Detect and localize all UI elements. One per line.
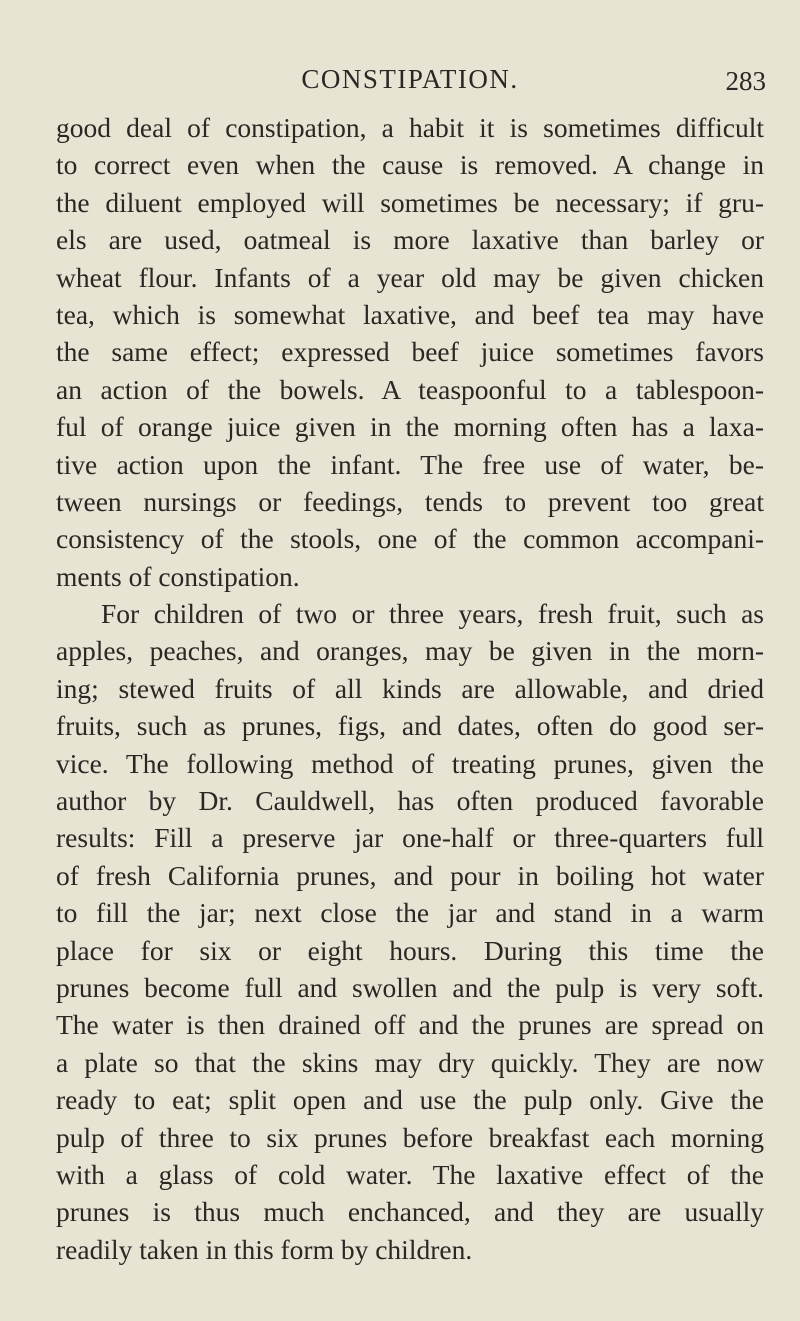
- text-line: apples, peaches, and oranges, may be given in the morn-: [56, 635, 764, 667]
- text-line: place for six or eight hours. During this time the: [56, 934, 764, 966]
- text-line: The water is then drained off and the prunes are spread on: [56, 1009, 764, 1041]
- text-line: good deal of constipation, a habit it is sometimes difficult: [56, 112, 764, 143]
- paragraph-end-line: ments of constipation.: [56, 560, 300, 592]
- text-line: of fresh California prunes, and pour in boiling hot water: [56, 859, 764, 891]
- page-number: 283: [725, 66, 766, 96]
- text-line: the diluent employed will sometimes be necessary; if gru-: [56, 186, 764, 218]
- text-line: wheat flour. Infants of a year old may be given chicken: [56, 261, 764, 293]
- text-line: prunes is thus much enchanced, and they are usually: [56, 1196, 764, 1228]
- text-line: ful of orange juice given in the morning often has a laxa-: [56, 411, 764, 443]
- text-line: fruits, such as prunes, figs, and dates, often do good ser-: [56, 710, 764, 742]
- text-line: els are used, oatmeal is more laxative than barley or: [56, 224, 764, 256]
- running-title: CONSTIPATION.: [301, 64, 519, 94]
- text-line: ing; stewed fruits of all kinds are allowable, and dried: [56, 672, 764, 704]
- text-line: tween nursings or feedings, tends to prevent too great: [56, 485, 764, 517]
- text-line: with a glass of cold water. The laxative effect of the: [56, 1158, 764, 1190]
- text-line: prunes become full and swollen and the pulp is very soft.: [56, 971, 764, 1003]
- text-line: ready to eat; split open and use the pulp only. Give the: [56, 1084, 764, 1116]
- text-line: the same effect; expressed beef juice sometimes favors: [56, 336, 764, 368]
- text-line: consistency of the stools, one of the common accompani-: [56, 523, 764, 555]
- text-line: results: Fill a preserve jar one-half or three-quarters full: [56, 822, 764, 854]
- body-text: [56, 109, 764, 1268]
- text-line: to correct even when the cause is removed. A change in: [56, 149, 764, 181]
- paragraph-start-line: For children of two or three years, fresh fruit, such as: [101, 598, 764, 630]
- text-line: pulp of three to six prunes before breakfast each morning: [56, 1121, 764, 1153]
- text-line: tea, which is somewhat laxative, and beef tea may have: [56, 298, 764, 330]
- text-line: a plate so that the skins may dry quickly. They are now: [56, 1046, 764, 1078]
- paragraph-end-line: readily taken in this form by children.: [56, 1233, 473, 1265]
- text-line: to fill the jar; next close the jar and stand in a warm: [56, 897, 764, 929]
- text-line: author by Dr. Cauldwell, has often produced favorable: [56, 785, 764, 817]
- text-line: an action of the bowels. A teaspoonful to a tablespoon-: [56, 373, 764, 405]
- text-line: vice. The following method of treating prunes, given the: [56, 747, 764, 779]
- text-line: tive action upon the infant. The free use of water, be-: [56, 448, 764, 480]
- running-header: [56, 62, 764, 96]
